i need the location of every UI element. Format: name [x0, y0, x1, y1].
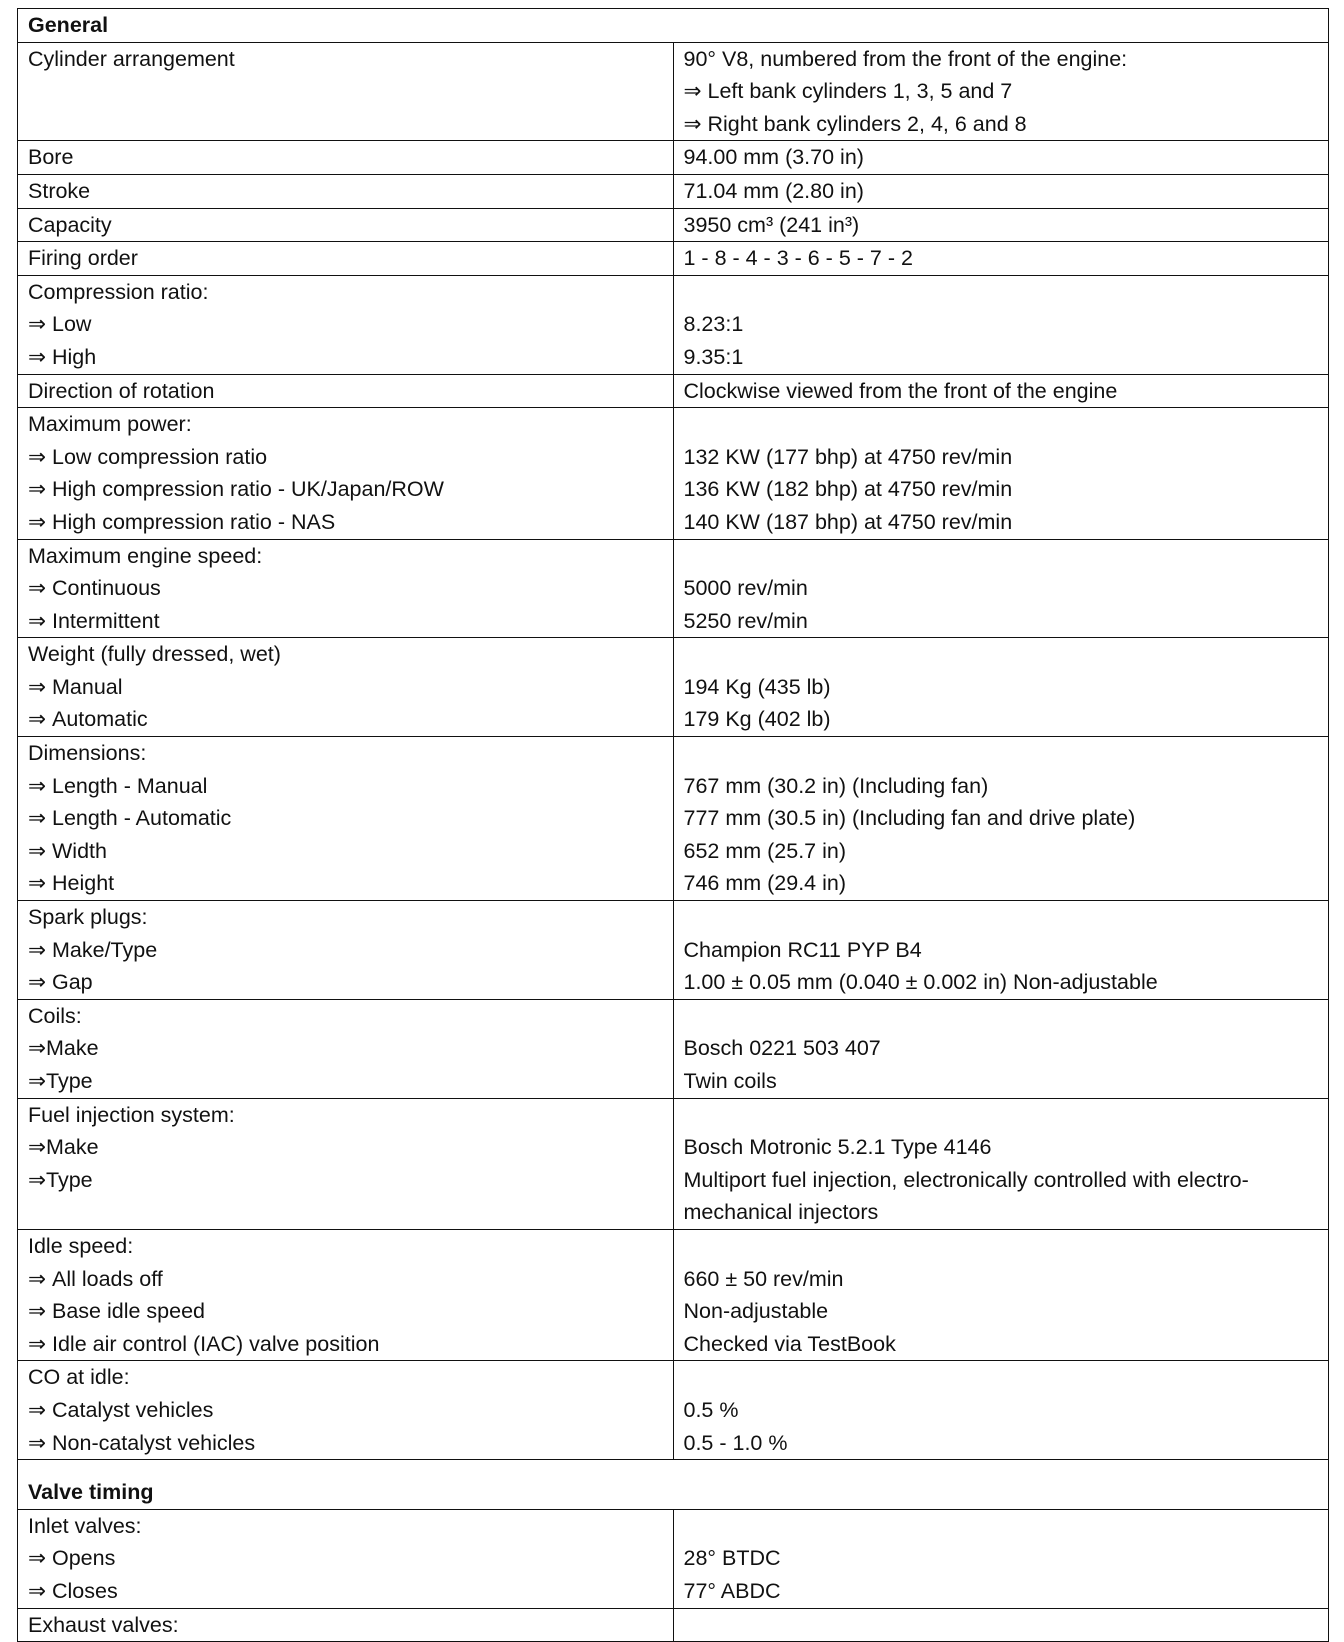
spec-label: CO at idle: ⇒ Catalyst vehicles ⇒ Non-catalyst vehicles	[18, 1361, 674, 1460]
spec-sheet	[17, 8, 1329, 1642]
spec-row	[18, 141, 1329, 175]
spec-label: Idle speed: ⇒ All loads off ⇒ Base idle speed ⇒ Idle air control (IAC) valve position	[18, 1229, 674, 1360]
spec-value: 5000 rev/min 5250 rev/min	[673, 539, 1329, 638]
spec-group-spark-plugs	[18, 901, 1329, 1000]
spec-value: 132 KW (177 bhp) at 4750 rev/min 136 KW (182 bhp) at 4750 rev/min 140 KW (187 bhp) at 4750 rev/min	[673, 408, 1329, 539]
spec-value: 28° BTDC 77° ABDC	[673, 1509, 1329, 1608]
spec-label: Fuel injection system: ⇒ Make ⇒ Type	[18, 1098, 674, 1229]
spec-row	[18, 242, 1329, 276]
spec-label: Bore	[18, 141, 674, 175]
spec-group-exhaust-valves	[18, 1608, 1329, 1642]
spec-label: Coils: ⇒ Make ⇒ Type	[18, 999, 674, 1098]
spec-value: 767 mm (30.2 in) (Including fan) 777 mm (30.5 in) (Including fan and drive plate) 652 mm (25.7 in) 746 mm (29.4 in)	[673, 737, 1329, 901]
spec-label: Compression ratio: ⇒ Low ⇒ High	[18, 275, 674, 374]
section-header-row	[18, 9, 1329, 43]
spec-label: Weight (fully dressed, wet) ⇒ Manual ⇒ Automatic	[18, 638, 674, 737]
spec-value: Bosch 0221 503 407 Twin coils	[673, 999, 1329, 1098]
spec-group-co-at-idle	[18, 1361, 1329, 1460]
spec-group-coils	[18, 999, 1329, 1098]
spec-value: 8.23:1 9.35:1	[673, 275, 1329, 374]
spec-row	[18, 42, 1329, 141]
spec-value: 71.04 mm (2.80 in)	[673, 174, 1329, 208]
spec-value: Champion RC11 PYP B4 1.00 ± 0.05 mm (0.040 ± 0.002 in) Non-adjustable	[673, 901, 1329, 1000]
spec-group-inlet-valves	[18, 1509, 1329, 1608]
section-heading-general: General	[18, 9, 1329, 43]
spec-group-maximum-engine-speed	[18, 539, 1329, 638]
spec-group-compression-ratio	[18, 275, 1329, 374]
spec-row	[18, 374, 1329, 408]
spec-value: 90° V8, numbered from the front of the engine: ⇒ Left bank cylinders 1, 3, 5 and 7 ⇒ Right bank cylinders 2, 4, 6 and 8	[673, 42, 1329, 141]
spec-row	[18, 208, 1329, 242]
spec-value: Bosch Motronic 5.2.1 Type 4146 Multiport fuel injection, electronically controlled with electro- mechanical injectors	[673, 1098, 1329, 1229]
spec-value: 194 Kg (435 lb) 179 Kg (402 lb)	[673, 638, 1329, 737]
spec-group-idle-speed	[18, 1229, 1329, 1360]
spec-value: 1 - 8 - 4 - 3 - 6 - 5 - 7 - 2	[673, 242, 1329, 276]
spec-label: Stroke	[18, 174, 674, 208]
spec-row	[18, 174, 1329, 208]
spec-group-fuel-injection	[18, 1098, 1329, 1229]
spec-value	[673, 1608, 1329, 1642]
spec-value: 94.00 mm (3.70 in)	[673, 141, 1329, 175]
spec-label: Cylinder arrangement	[18, 42, 674, 141]
section-spacer	[18, 1460, 1329, 1477]
spec-label: Dimensions: ⇒ Length - Manual ⇒ Length - Automatic ⇒ Width ⇒ Height	[18, 737, 674, 901]
engine-spec-table	[17, 8, 1329, 1642]
spec-label: Inlet valves: ⇒ Opens ⇒ Closes	[18, 1509, 674, 1608]
spacer-cell	[18, 1460, 1329, 1477]
spec-value: 3950 cm³ (241 in³)	[673, 208, 1329, 242]
spec-label: Direction of rotation	[18, 374, 674, 408]
spec-label: Spark plugs: ⇒ Make/Type ⇒ Gap	[18, 901, 674, 1000]
spec-label: Maximum engine speed: ⇒ Continuous ⇒ Intermittent	[18, 539, 674, 638]
spec-value: 660 ± 50 rev/min Non-adjustable Checked via TestBook	[673, 1229, 1329, 1360]
spec-label: Firing order	[18, 242, 674, 276]
spec-group-dimensions	[18, 737, 1329, 901]
spec-value: 0.5 % 0.5 - 1.0 %	[673, 1361, 1329, 1460]
section-header-row	[18, 1476, 1329, 1509]
spec-group-maximum-power	[18, 408, 1329, 539]
spec-group-weight	[18, 638, 1329, 737]
spec-label: Maximum power: ⇒ Low compression ratio ⇒ High compression ratio - UK/Japan/ROW ⇒ High compression ratio - NAS	[18, 408, 674, 539]
spec-label: Exhaust valves:	[18, 1608, 674, 1642]
spec-value: Clockwise viewed from the front of the engine	[673, 374, 1329, 408]
section-heading-valve-timing: Valve timing	[18, 1476, 1329, 1509]
spec-label: Capacity	[18, 208, 674, 242]
